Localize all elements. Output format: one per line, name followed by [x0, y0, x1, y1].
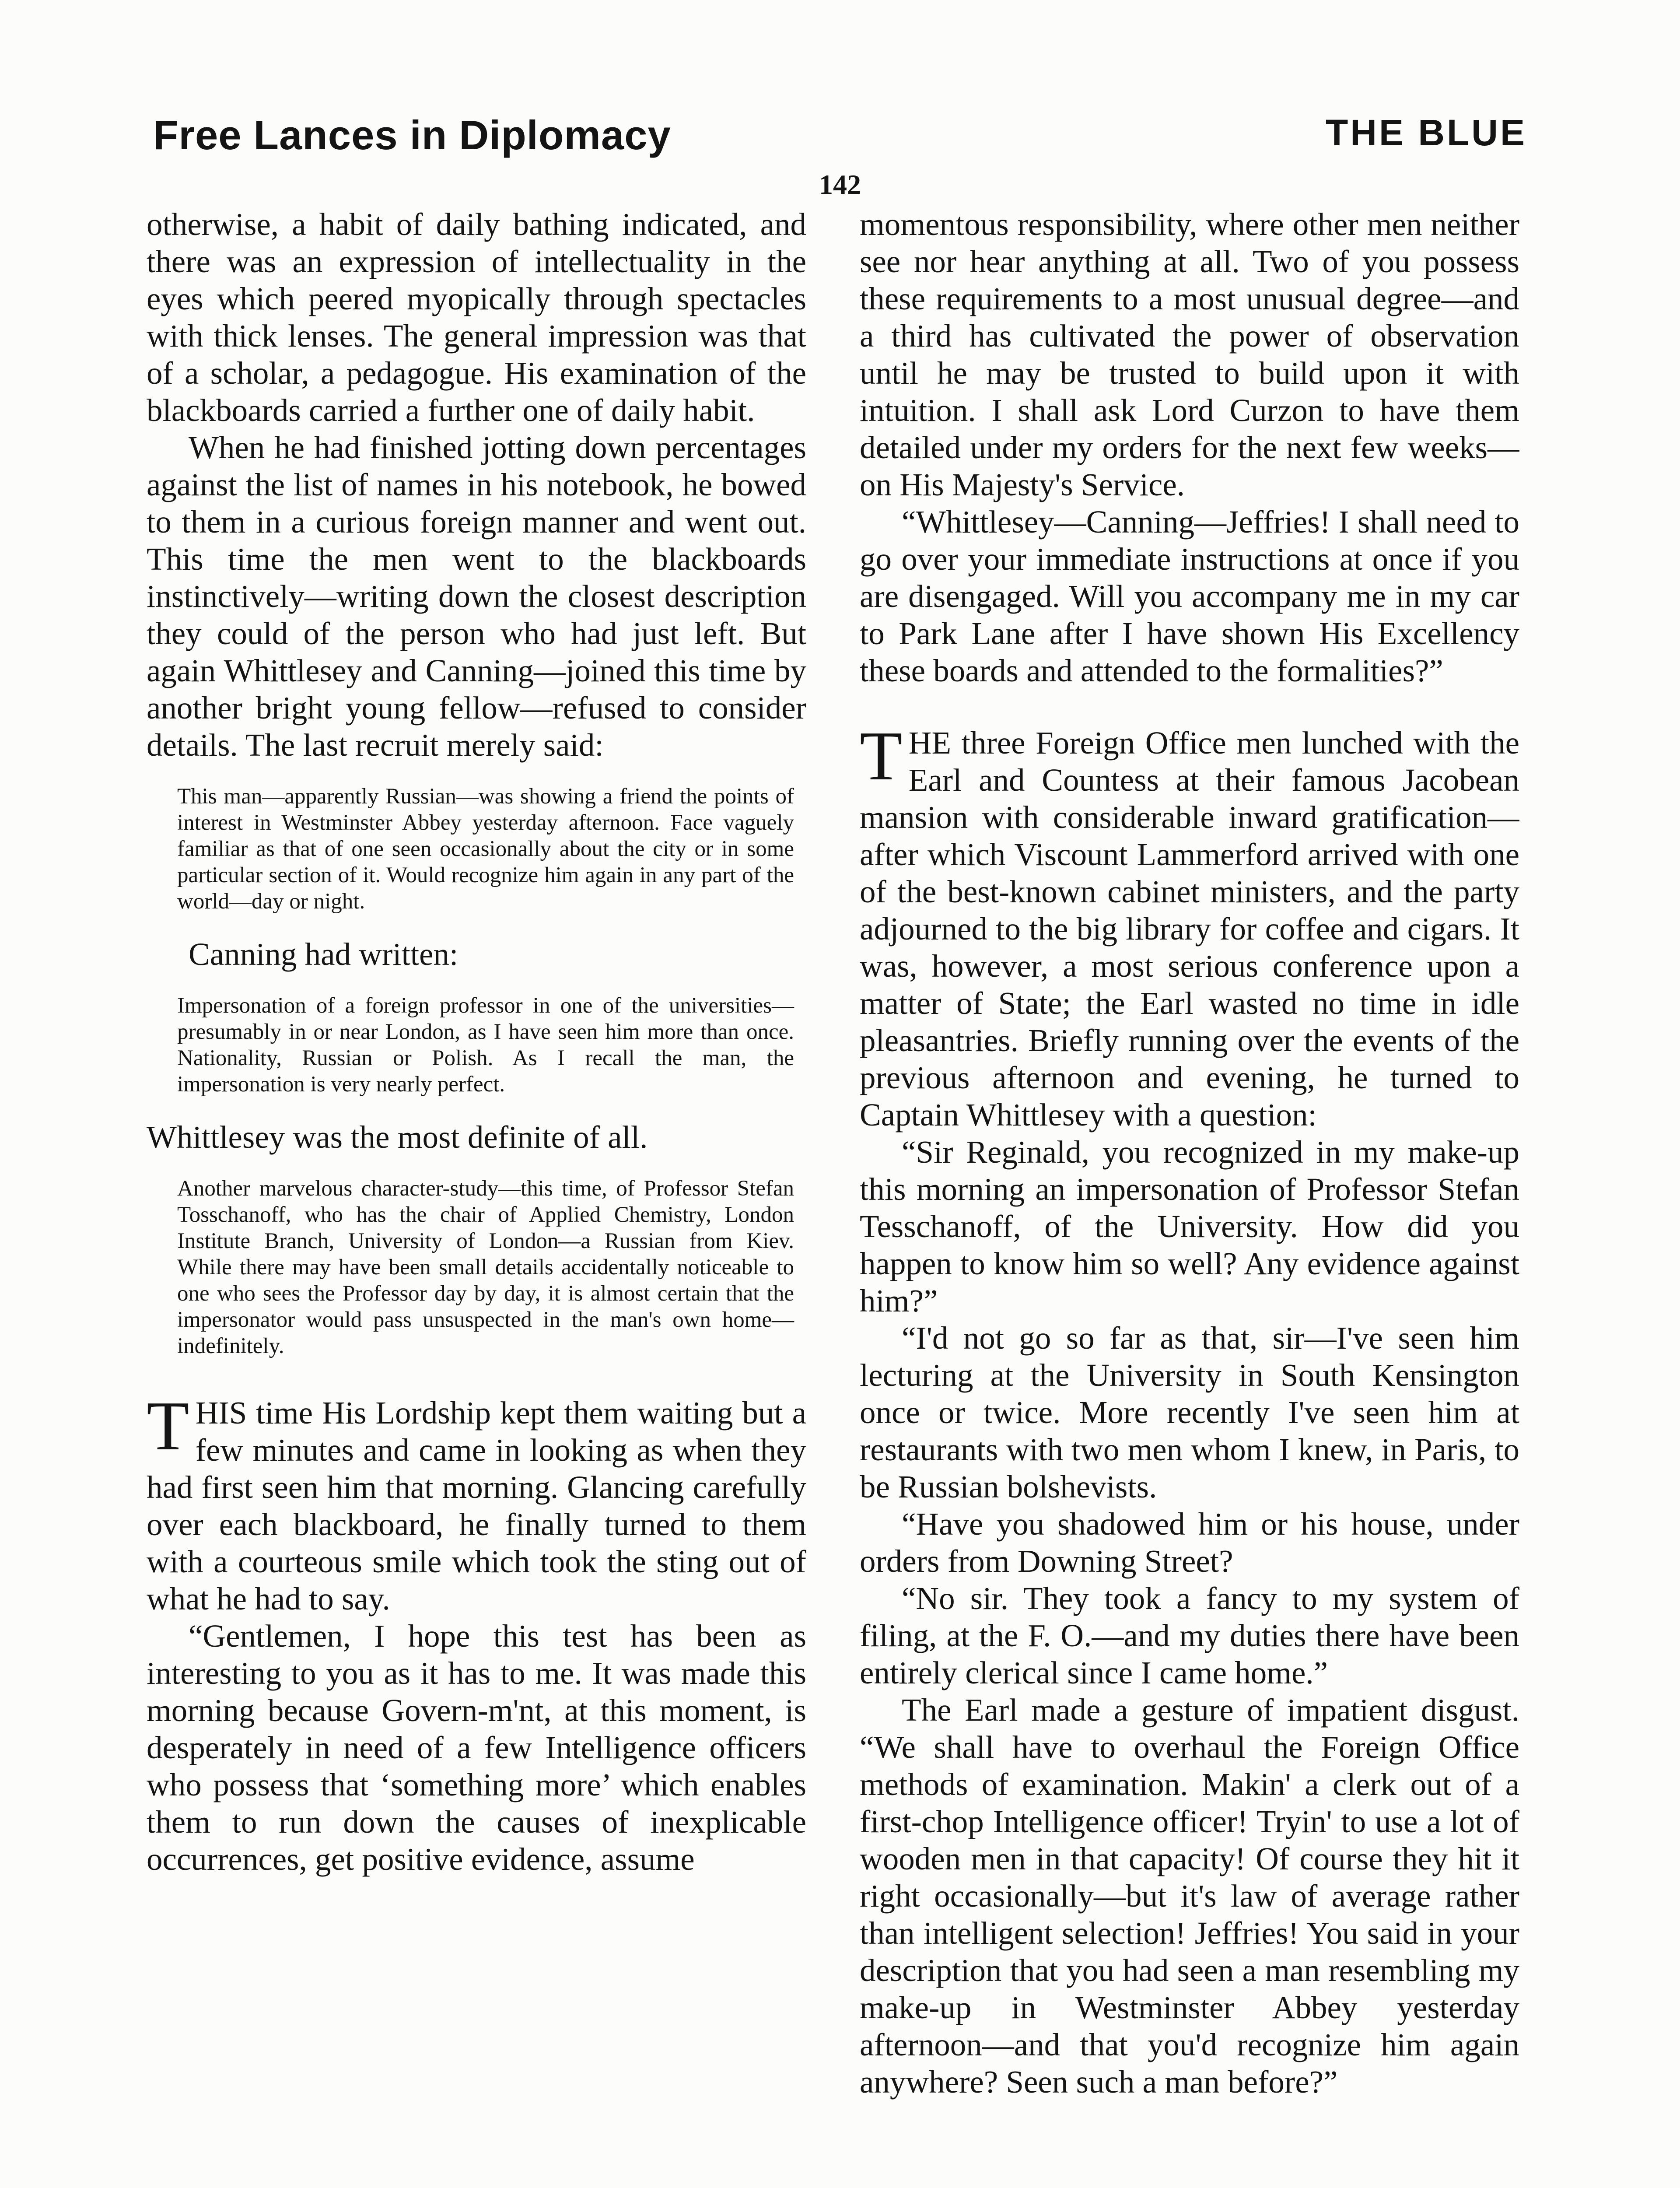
blackboard-quote-canning	[177, 992, 794, 1098]
paragraph: “Sir Reginald, you recognized in my make-up this morning an impersonation of Professor Stefan Tesschanoff, of the University. How did you happen to know him so well? Any evidence against him?”	[860, 1134, 1519, 1318]
section-paragraph	[860, 717, 1519, 1133]
paragraph: When he had finished jotting down percentages against the list of names in his notebook, he bowed to them in a curious foreign manner and went out. This time the men went to the blackboards instinctively—writing down the closest description they could of the person who had just left. But again Whittlesey and Canning—joined this time by another bright young fellow—refused to consider details. The last recruit merely said:	[147, 430, 806, 763]
blackboard-quote-jeffries	[177, 783, 794, 915]
paragraph: Whittlesey was the most definite of all.	[147, 1119, 648, 1155]
section-paragraph	[147, 1387, 806, 1617]
paragraph: Canning had written:	[189, 936, 458, 972]
right-column	[860, 206, 1519, 2188]
paragraph: “Gentlemen, I hope this test has been as interesting to you as it has to me. It was made this morning because Govern-m'nt, at this moment, is desperately in need of a few Intelligence officers who possess that ‘something more’ which enables them to run down the causes of inexplicable occurrences, get positive evidence, assume	[147, 1618, 806, 1877]
paragraph: “No sir. They took a fancy to my system of filing, at the F. O.—and my duties there have been entirely clerical since I came home.”	[860, 1581, 1519, 1690]
blackboard-quote-whittlesey	[177, 1175, 794, 1359]
quote-text: This man—apparently Russian—was showing a friend the points of interest in Westminster Abbey yesterday afternoon. Face vaguely familiar as that of one seen occasionally about the city or in some particular section of it. Would recognize him again in any part of the world—day or night.	[177, 784, 794, 914]
drop-cap: T	[860, 717, 903, 795]
paragraph: “Have you shadowed him or his house, under orders from Downing Street?	[860, 1506, 1519, 1579]
magazine-title: THE BLUE	[1326, 112, 1527, 153]
paragraph: “I'd not go so far as that, sir—I've seen him lecturing at the University in South Kensington once or twice. More recently I've seen him at restaurants with two men whom I knew, in Paris, to be Russian bolshevists.	[860, 1320, 1519, 1504]
paragraph: otherwise, a habit of daily bathing indicated, and there was an expression of intellectuality in the eyes which peered myopically through spectacles with thick lenses. The general impression was that of a scholar, a pedagogue. His examination of the blackboards carried a further one of daily habit.	[147, 207, 806, 428]
paragraph: momentous responsibility, where other men neither see nor hear anything at all. Two of you possess these requirements to a most unusual degree—and a third has cultivated the power of observation until he may be trusted to build upon it with intuition. I shall ask Lord Curzon to have them detailed under my orders for the next few weeks—on His Majesty's Service.	[860, 207, 1519, 502]
left-column	[147, 206, 806, 2188]
story-title: Free Lances in Diplomacy	[153, 112, 671, 158]
quote-text: Impersonation of a foreign professor in one of the universities—presumably in or near London, as I have seen him more than once. Nationality, Russian or Polish. As I recall the man, the impersonation is very nearly perfect.	[177, 993, 794, 1097]
drop-cap: T	[147, 1387, 189, 1465]
paragraph-text: HE three Foreign Office men lunched with the Earl and Countess at their famous Jacobean mansion with considerable inward gratification—after which Viscount Lammerford arrived with one of the best-known cabinet ministers, and the party adjourned to the big library for coffee and cigars. It was, however, a most serious conference upon a matter of State; the Earl wasted no time in idle pleasantries. Briefly running over the events of the previous afternoon and evening, he turned to Captain Whittlesey with a question:	[860, 725, 1519, 1133]
paragraph: “Whittlesey—Canning—Jeffries! I shall need to go over your immediate instructions at once if you are disengaged. Will you accompany me in my car to Park Lane after I have shown His Excellency these boards and attended to the formalities?”	[860, 504, 1519, 688]
paragraph-text: HIS time His Lordship kept them waiting but a few minutes and came in looking as when they had first seen him that morning. Glancing carefully over each blackboard, he finally turned to them with a courteous smile which took the sting out of what he had to say.	[147, 1395, 806, 1616]
paragraph: The Earl made a gesture of impatient disgust. “We shall have to overhaul the Foreign Office methods of examination. Makin' a clerk out of a first-chop Intelligence officer! Tryin' to use a lot of wooden men in that capacity! Of course they hit it right occasionally—but it's law of average rather than intelligent selection! Jeffries! You said in your description that you had seen a man resembling my make-up in Westminster Abbey yesterday afternoon—and that you'd recognize him again anywhere? Seen such a man before?”	[860, 1692, 1519, 2100]
quote-text: Another marvelous character-study—this time, of Professor Stefan Tosschanoff, who has the chair of Applied Chemistry, London Institute Branch, University of London—a Russian from Kiev. While there may have been small details accidentally noticeable to one who sees the Professor day by day, it is almost certain that the impersonator would pass unsuspected in the man's own home—indefinitely.	[177, 1176, 794, 1358]
page-number: 142	[819, 169, 861, 200]
